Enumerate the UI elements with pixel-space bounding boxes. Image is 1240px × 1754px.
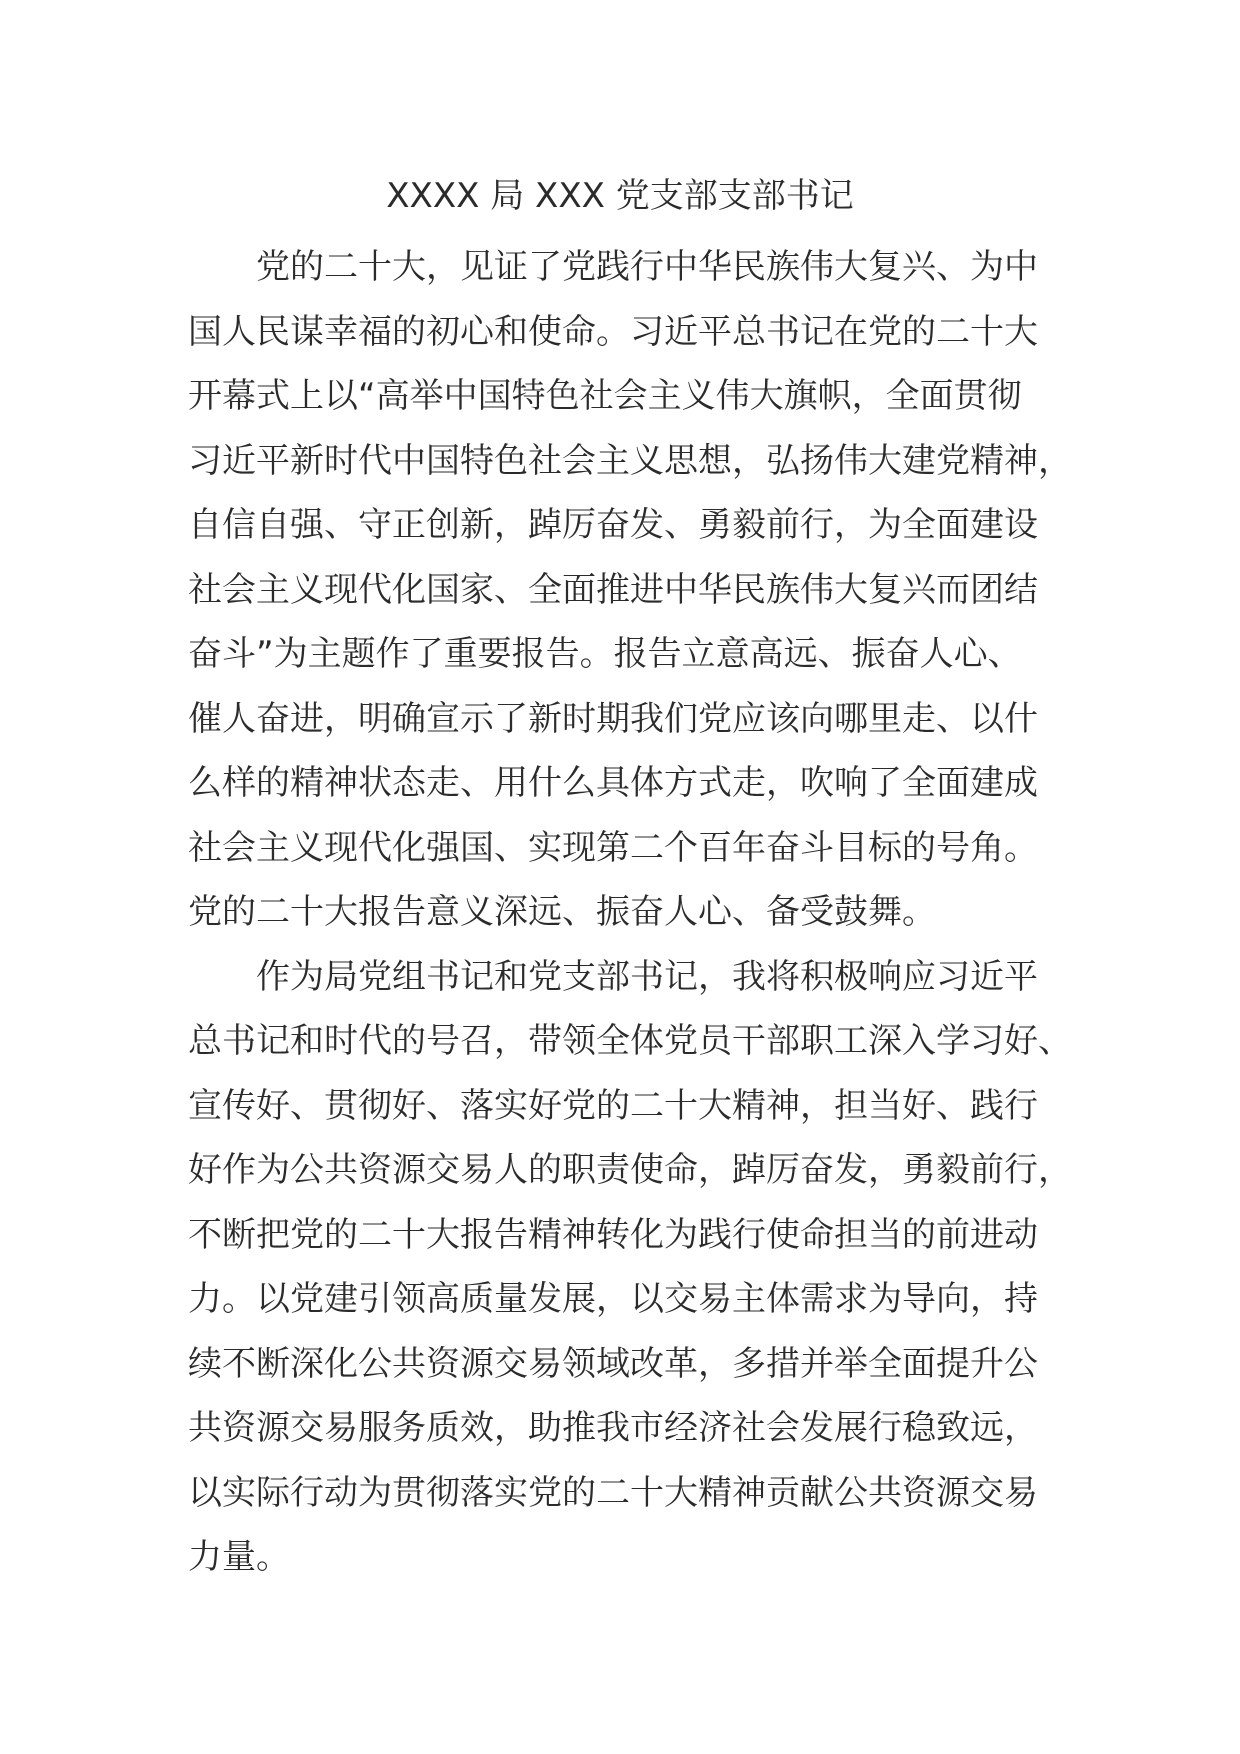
paragraph-line: 习近平新时代中国特色社会主义思想，弘扬伟大建党精神， <box>188 440 1072 481</box>
paragraph-line: 好作为公共资源交易人的职责使命，踔厉奋发，勇毅前行， <box>188 1150 1072 1190</box>
paragraph-1 <box>188 235 1072 945</box>
paragraph-line: 党的二十大报告意义深远、振奋人心、备受鼓舞。 <box>188 892 936 932</box>
paragraph-line: 总书记和时代的号召，带领全体党员干部职工深入学习好、 <box>188 1021 1072 1061</box>
paragraph-line: 共资源交易服务质效，助推我市经济社会发展行稳致远， <box>188 1408 1038 1448</box>
paragraph-line: 社会主义现代化国家、全面推进中华民族伟大复兴而团结 <box>188 569 1038 610</box>
document-body <box>188 235 1072 1590</box>
paragraph-line: 作为局党组书记和党支部书记，我将积极响应习近平 <box>256 956 1038 997</box>
document-title: XXXX 局 XXX 党支部支部书记 <box>386 176 854 216</box>
paragraph-line: 续不断深化公共资源交易领域改革，多措并举全面提升公 <box>188 1343 1038 1384</box>
paragraph-line: 催人奋进，明确宣示了新时期我们党应该向哪里走、以什 <box>188 698 1038 739</box>
paragraph-line: 党的二十大，见证了党践行中华民族伟大复兴、为中 <box>256 247 1038 287</box>
paragraph-line: 不断把党的二十大报告精神转化为践行使命担当的前进动 <box>188 1214 1038 1255</box>
paragraph-line: 力量。 <box>188 1537 290 1577</box>
paragraph-line: 自信自强、守正创新，踔厉奋发、勇毅前行，为全面建设 <box>188 505 1038 545</box>
paragraph-line: 社会主义现代化强国、实现第二个百年奋斗目标的号角。 <box>188 827 1038 868</box>
paragraph-line: 力。以党建引领高质量发展，以交易主体需求为导向，持 <box>188 1279 1038 1319</box>
paragraph-line: 宣传好、贯彻好、落实好党的二十大精神，担当好、践行 <box>188 1085 1038 1126</box>
paragraph-line: 奋斗”为主题作了重要报告。报告立意高远、振奋人心、 <box>188 634 1022 674</box>
paragraph-line: 国人民谋幸福的初心和使命。习近平总书记在党的二十大 <box>188 311 1038 352</box>
paragraph-2 <box>188 945 1072 1590</box>
paragraph-line: 以实际行动为贯彻落实党的二十大精神贡献公共资源交易 <box>188 1472 1038 1513</box>
paragraph-line: 开幕式上以“高举中国特色社会主义伟大旗帜，全面贯彻 <box>188 376 1022 416</box>
paragraph-line: 么样的精神状态走、用什么具体方式走，吹响了全面建成 <box>188 763 1038 803</box>
